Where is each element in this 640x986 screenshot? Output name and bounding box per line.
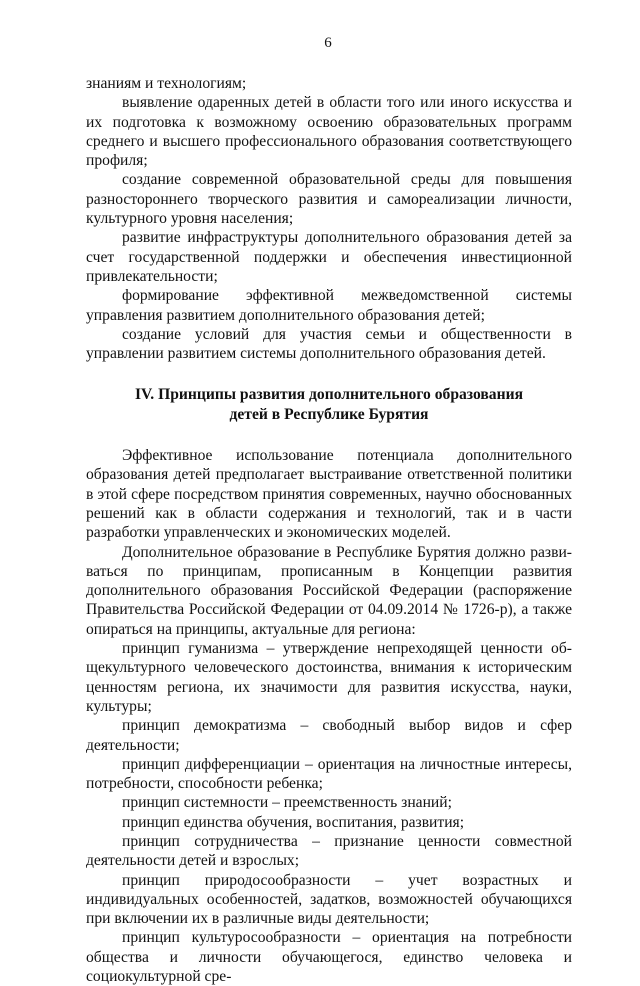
principle-cooperation: принцип сотрудничества – признание ценности совместной деятельности детей и взрослых;	[86, 832, 572, 870]
paragraph-5: формирование эффективной межведомственной системы управления развитием дополнительного образования детей;	[86, 287, 572, 324]
principle-democratism: принцип демократизма – свободный выбор видов и сфер деятельности;	[86, 717, 572, 754]
principle-humanism: принцип гуманизма – утверждение непреходящей ценности общекультурного человеческого достоинства, внимания к историческим ценностям региона, их значимости для развития искусства, науки, культуры;	[86, 640, 572, 715]
paragraph-8: Дополнительное образование в Республике Бурятия должно развиваться по принципам, прописанным в Концепции развития дополнительного образования Российской Федерации (распоряжение Правительства Российской Федерации от 04.09.2014 № 1726-р), а также опираться на принципы, актуальные для региона:	[86, 543, 572, 638]
principles-section	[86, 446, 572, 986]
paragraph-4: развитие инфраструктуры дополнительного образования детей за счет государственной поддержки и обеспечения инвестиционной привлекательности;	[86, 229, 572, 285]
paragraph-6: создание условий для участия семьи и общественности в управлении развитием системы дополнительного образования детей.	[86, 325, 572, 363]
principle-systemacity: принцип системности – преемственность знаний;	[122, 794, 452, 812]
principle-nature-conformity: принцип природосообразности – учет возрастных и индивидуальных особенностей, задатков, возможностей обучающихся при включении их в различные виды деятельности;	[86, 871, 572, 928]
principle-culture-conformity: принцип культуросообразности – ориентация на потребности общества и личности обучающегося, единство человека и социокультурной сре-	[86, 929, 572, 986]
section-heading-line-2: детей в Республике Бурятия	[229, 405, 429, 423]
document-page	[86, 34, 572, 986]
section-heading	[86, 385, 572, 424]
principle-unity: принцип единства обучения, воспитания, развития;	[122, 813, 465, 831]
paragraph-3: создание современной образовательной среды для повышения разностороннего творческого развития и самореализации личности, культурного уровня населения;	[86, 171, 572, 228]
paragraph-2: выявление одаренных детей в области того или иного искусства и их подготовка к возможному освоению образовательных программ среднего и высшего профессионального образования соответствующего профиля;	[86, 94, 572, 170]
goals-list	[86, 74, 572, 363]
section-heading-line-1: IV. Принципы развития дополнительного образования	[134, 386, 524, 404]
page-number: 6	[324, 35, 332, 51]
paragraph-7: Эффективное использование потенциала дополнительного образования детей предполагает выстраивание ответственной политики в этой сфере посредством принятия современных, научно обоснованных решений как в области содержания и технологий, так и в части разработки управленческих и экономических моделей.	[86, 447, 572, 542]
paragraph-1: знаниям и технологиям;	[86, 75, 247, 92]
principle-differentiation: принцип дифференциации – ориентация на личностные интересы, потребности, способности ребенка;	[86, 755, 572, 793]
